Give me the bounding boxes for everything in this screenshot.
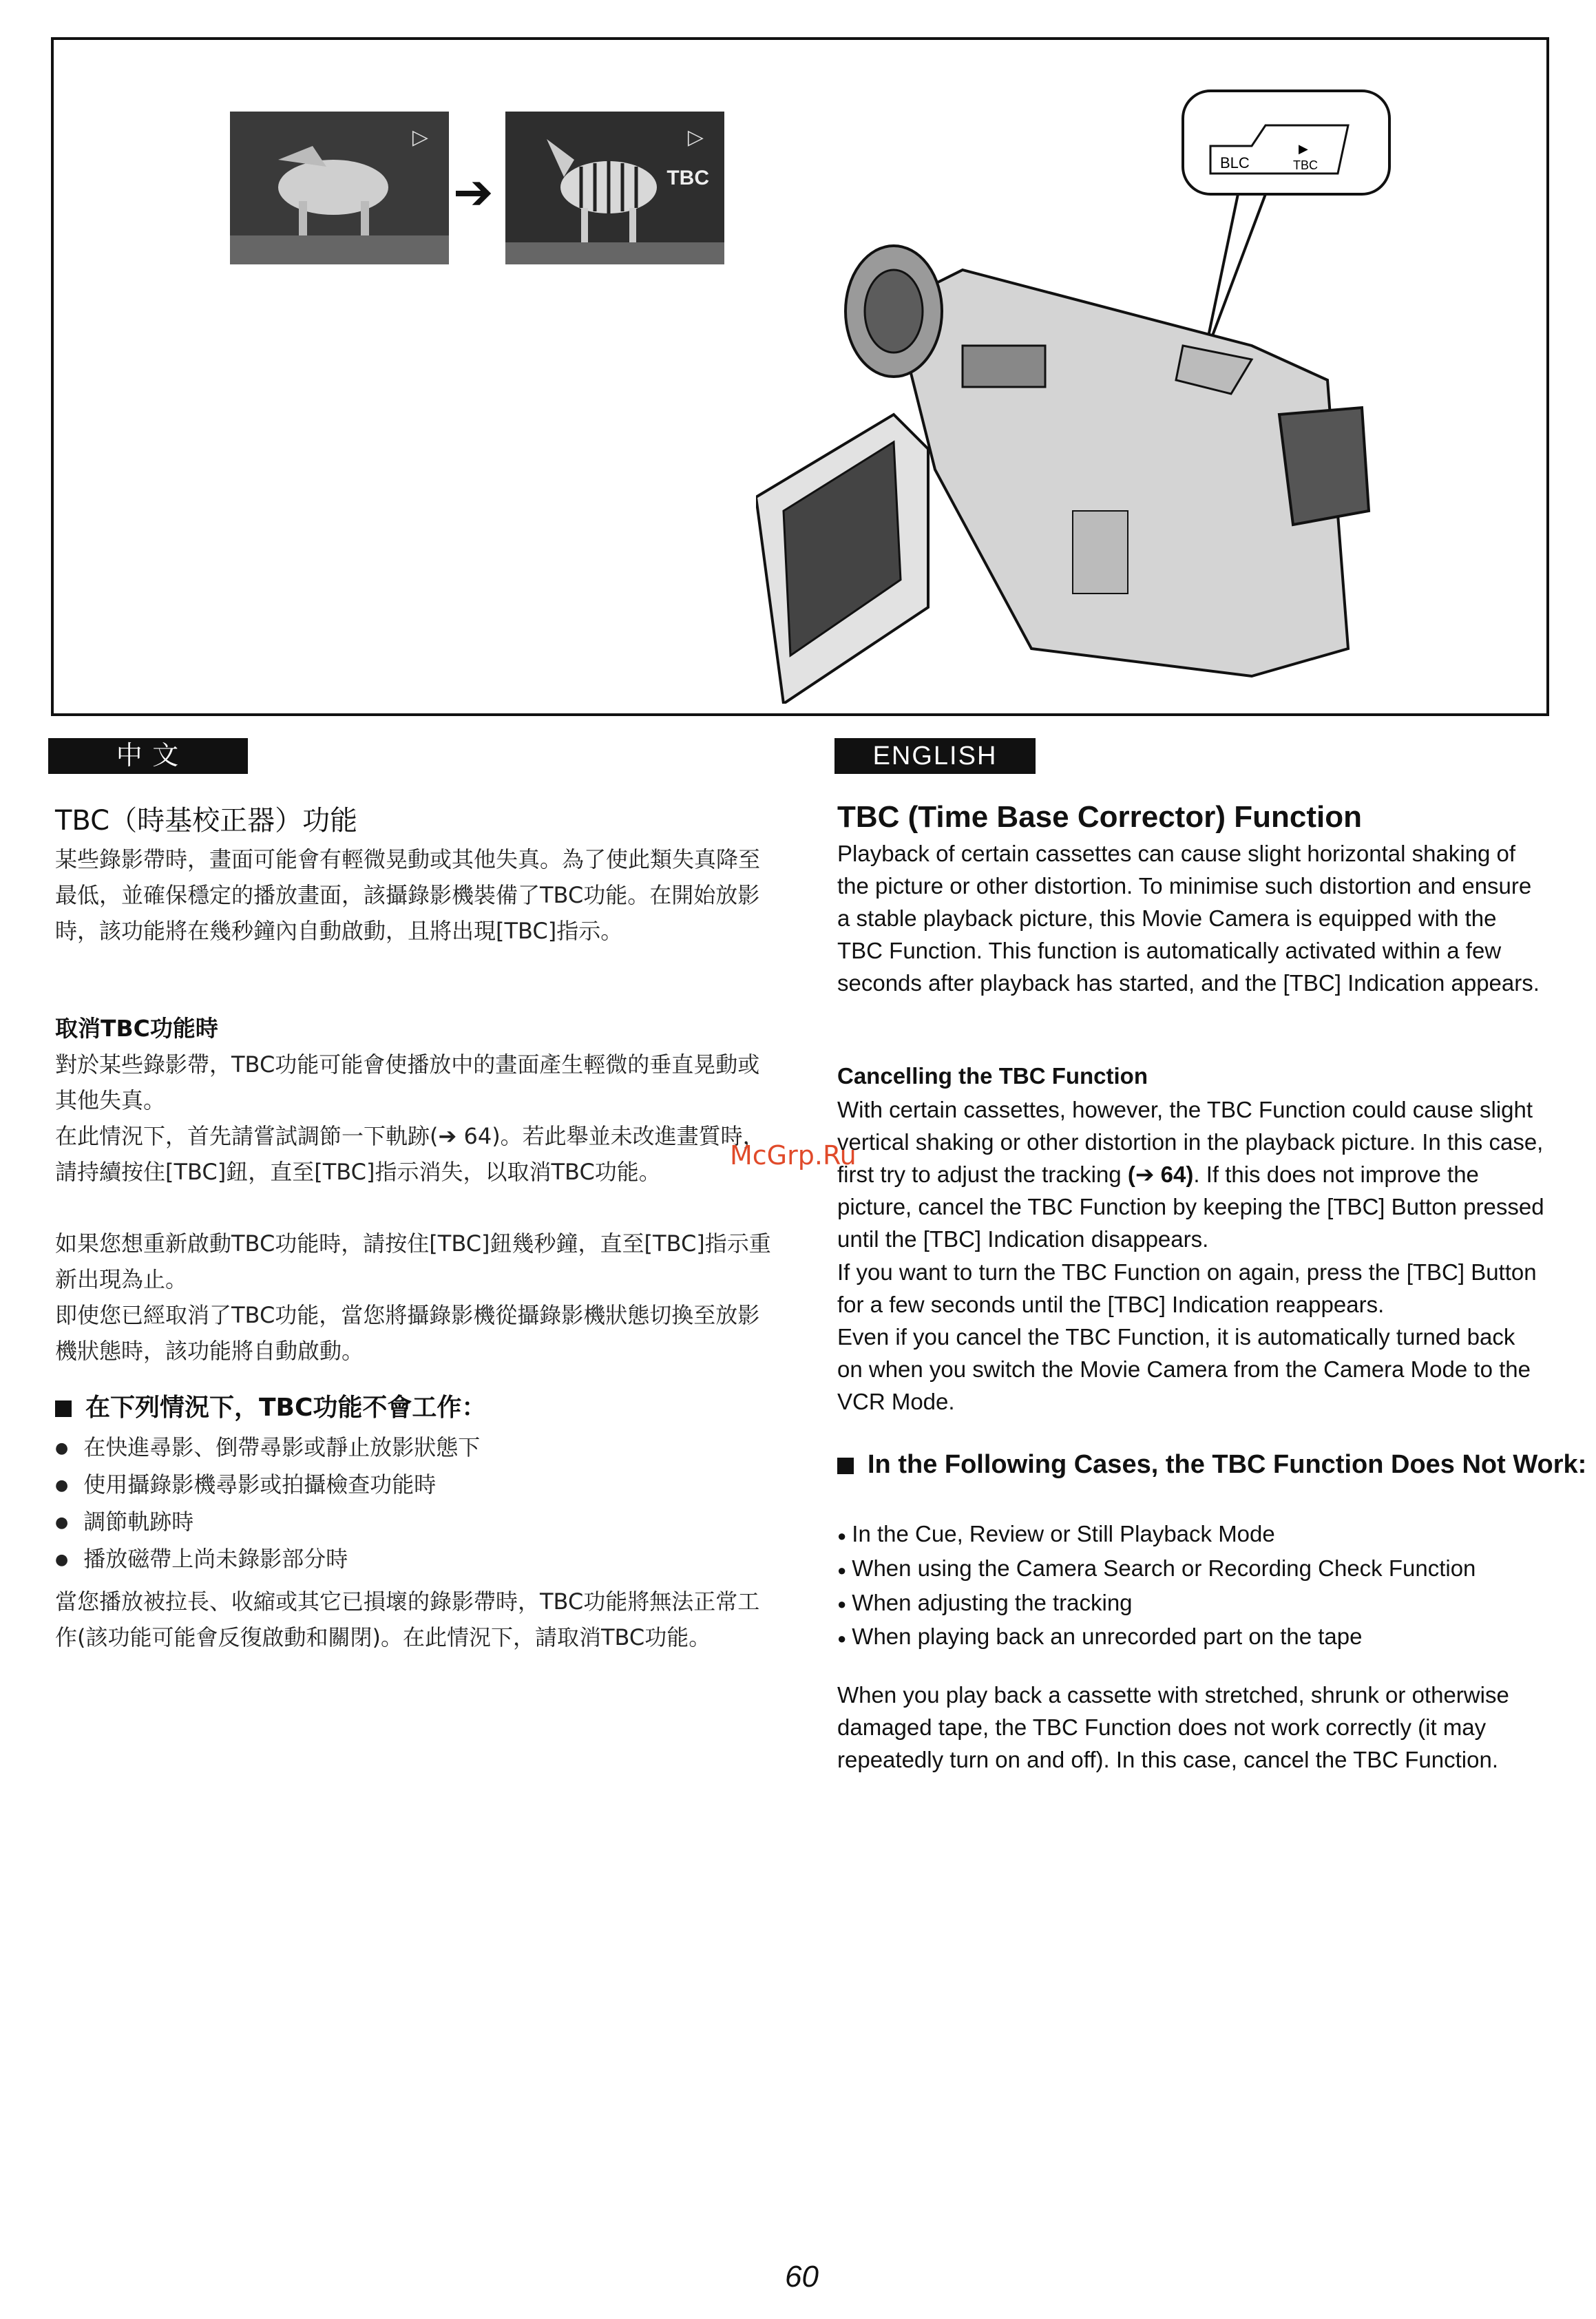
chinese-not-work-list <box>55 1429 480 1578</box>
english-closing: When you play back a cassette with stretched, shrunk or otherwise damaged tape, the TBC Function does not work correctly (it may repeatedly turn on and off). In this case, cancel the TBC Function. <box>837 1682 1509 1772</box>
english-language-tab: ENGLISH <box>834 738 1036 774</box>
camera-display-panel <box>963 346 1045 387</box>
tbc-indication: TBC <box>666 167 709 189</box>
square-bullet-icon <box>837 1458 854 1474</box>
chinese-cancel-p4: 即使您已經取消了TBC功能，當您將攝錄影機從攝錄影機狀態切換至放影機狀態時，該功能將自動啟動。 <box>55 1302 760 1364</box>
list-item: ● When using the Camera Search or Recording Check Function <box>837 1552 1476 1586</box>
camcorder-illustration <box>756 84 1445 704</box>
english-cancel-heading: Cancelling the TBC Function <box>837 1063 1148 1089</box>
english-cancel-p1: With certain cassettes, however, the TBC Function could cause slight vertical shaking or other distortion in the playback picture. In this case, first try to adjust the tracking (➔ 64). If this does not improve the picture, cancel the TBC Function by keeping the [TBC] Button pressed until the [TBC] Indication disappears. <box>837 1097 1544 1252</box>
blc-button-label: BLC <box>1220 154 1250 171</box>
chinese-cancel-p3: 如果您想重新啟動TBC功能時，請按住[TBC]鈕幾秒鐘，直至[TBC]指示重新出現為止。 <box>55 1230 771 1292</box>
tbc-button-label: TBC <box>1293 158 1318 172</box>
list-item: ● When playing back an unrecorded part on the tape <box>837 1620 1476 1655</box>
english-title: TBC (Time Base Corrector) Function <box>837 800 1362 834</box>
chinese-cancel-p2: 在此情況下，首先請嘗試調節一下軌跡(➔ 64)。若此舉並未改進畫質時，請持續按住[TBC]鈕，直至[TBC]指示消失，以取消TBC功能。 <box>55 1123 765 1185</box>
viewfinder <box>1279 408 1369 525</box>
english-cancel-p2: If you want to turn the TBC Function on again, press the [TBC] Button for a few seconds until the [TBC] Indication reappears. <box>837 1259 1537 1317</box>
square-bullet-icon <box>55 1400 72 1417</box>
english-not-work-list <box>837 1518 1476 1655</box>
speaker-grille <box>1073 511 1128 594</box>
english-not-work-heading: In the Following Cases, the TBC Function Does Not Work: <box>837 1447 1592 1482</box>
list-item: ● In the Cue, Review or Still Playback Mode <box>837 1518 1476 1552</box>
play-indicator: ▷ <box>412 126 428 149</box>
chinese-cancel-heading: 取消TBC功能時 <box>55 1015 218 1042</box>
list-item: ● 在快進尋影、倒帶尋影或靜止放影狀態下 <box>55 1429 480 1467</box>
camera-body <box>894 270 1348 676</box>
list-item: ● When adjusting the tracking <box>837 1586 1476 1621</box>
playback-picture-before <box>230 112 449 264</box>
page-number: 60 <box>785 2260 819 2294</box>
illustration-frame <box>51 37 1549 716</box>
playback-picture-after <box>505 112 724 264</box>
page-reference: (➔ 64) <box>1127 1162 1194 1187</box>
english-cancel-p3: Even if you cancel the TBC Function, it is automatically turned back on when you switch the Movie Camera from the Camera Mode to the VCR Mode. <box>837 1324 1531 1414</box>
chinese-cancel-p1: 對於某些錄影帶，TBC功能可能會使播放中的畫面產生輕微的垂直晃動或其他失真。 <box>55 1051 760 1113</box>
chinese-title: TBC（時基校正器）功能 <box>55 805 358 837</box>
list-item: ● 播放磁帶上尚未錄影部分時 <box>55 1541 480 1578</box>
chinese-not-work-heading: 在下列情況下，TBC功能不會工作： <box>55 1391 486 1425</box>
chinese-language-tab: 中 文 <box>48 738 248 774</box>
chinese-closing: 當您播放被拉長、收縮或其它已損壞的錄影帶時，TBC功能將無法正常工作(該功能可能會反復啟動和關閉)。在此情況下，請取消TBC功能。 <box>55 1588 760 1650</box>
play-indicator: ▷ <box>687 126 704 149</box>
arrow-icon: ➔ <box>453 165 494 219</box>
chinese-intro: 某些錄影帶時，畫面可能會有輕微晃動或其他失真。為了使此類失真降至最低，並確保穩定的播放畫面，該攝錄影機裝備了TBC功能。在開始放影時，該功能將在幾秒鐘內自動啟動，且將出現[TBC]指示。 <box>55 846 761 944</box>
watermark: McGrp.Ru <box>730 1140 857 1171</box>
list-item: ● 使用攝錄影機尋影或拍攝檢查功能時 <box>55 1467 480 1504</box>
list-item: ● 調節軌跡時 <box>55 1504 480 1541</box>
tbc-play-symbol: ▶ <box>1299 142 1308 156</box>
english-intro: Playback of certain cassettes can cause slight horizontal shaking of the picture or other distortion. To minimise such distortion and ensure a stable playback picture, this Movie Camera is equipped with the TBC Function. This function is automatically activated within a few seconds after playback has started, and the [TBC] Indication appears. <box>837 841 1540 996</box>
